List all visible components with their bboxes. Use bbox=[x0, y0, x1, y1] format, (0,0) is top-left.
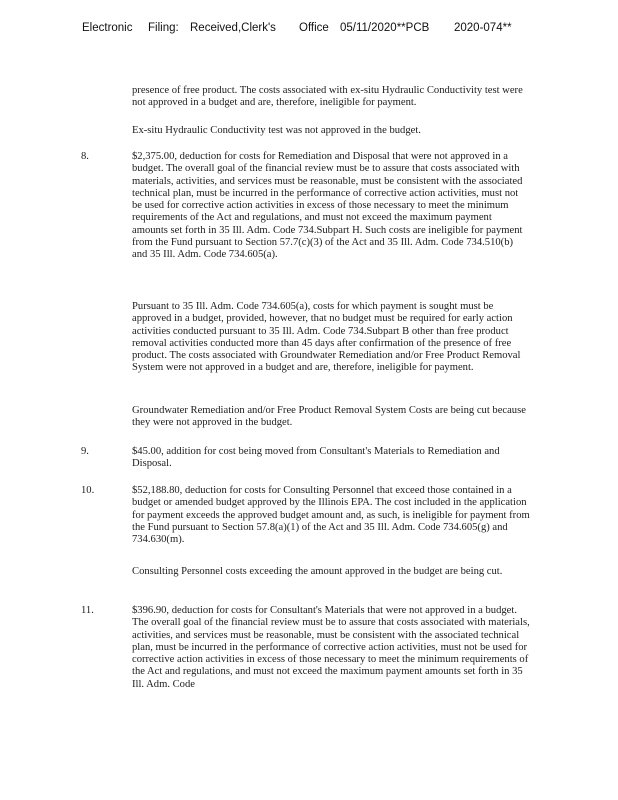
header-electronic: Electronic bbox=[82, 22, 133, 34]
item-10-note: Consulting Personnel costs exceeding the amount approved in the budget are being cut. bbox=[132, 566, 503, 577]
intro-paragraph: presence of free product. The costs associated with ex-situ Hydraulic Conductivity test were not approved in a budget and are, therefore, ineligible for payment. bbox=[132, 85, 523, 109]
item-number: 8. bbox=[81, 151, 89, 162]
item-8-note: Groundwater Remediation and/or Free Product Removal System Costs are being cut because they were not approved in the budget. bbox=[132, 405, 526, 429]
header-received: Received,Clerk's bbox=[190, 22, 276, 34]
item-number: 11. bbox=[81, 605, 94, 616]
intro-note: Ex-situ Hydraulic Conductivity test was not approved in the budget. bbox=[132, 125, 421, 136]
item-8-deduction: $2,375.00, deduction for costs for Remediation and Disposal that were not approved in a budget. The overall goal of the financial review must be to assure that costs associated with materials, activities, and services must be reasonable, must be consistent with the associated technical plan, must be incurred in the performance of corrective action activities, must not be used for corrective action activities in excess of those necessary to meet the minimum requirements of the Act and regulations, and must not exceed the maximum payment amounts set forth in 35 Ill. Adm. Code 734.Subpart H. Such costs are ineligible for payment from the Fund pursuant to Section 57.7(c)(3) of the Act and 35 Ill. Adm. Code 734.510(b) and 35 Ill. Adm. Code 734.605(a). bbox=[132, 151, 523, 261]
item-10-deduction: $52,188.80, deduction for costs for Consulting Personnel that exceed those contained in a budget or amended budget approved by the Illinois EPA. The cost included in the application for payment exceeds the approved budget amount and, as such, is ineligible for payment from the Fund pursuant to Section 57.8(a)(1) of the Act and 35 Ill. Adm. Code 734.605(g) and 734.630(m). bbox=[132, 485, 530, 546]
filing-stamp-header bbox=[0, 22, 618, 38]
header-date: 05/11/2020**PCB bbox=[340, 22, 430, 34]
header-case-number: 2020-074** bbox=[454, 22, 512, 34]
item-number: 9. bbox=[81, 446, 89, 457]
header-filing: Filing: bbox=[148, 22, 179, 34]
item-11-deduction: $396.90, deduction for costs for Consultant's Materials that were not approved in a budget. The overall goal of the financial review must be to assure that costs associated with materials, activities, and services must be reasonable, must be consistent with the associated technical plan, must be incurred in the performance of corrective action activities, must not be used for corrective action activities in excess of those necessary to meet the minimum requirements of the Act and regulations, and must not exceed the maximum payment amounts set forth in 35 Ill. Adm. Code bbox=[132, 605, 530, 690]
item-number: 10. bbox=[81, 485, 95, 496]
item-8-pursuant: Pursuant to 35 Ill. Adm. Code 734.605(a), costs for which payment is sought must be approved in a budget, provided, however, that no budget must be required for early action activities conducted pursuant to 35 Ill. Adm. Code 734.Subpart B other than free product removal activities conducted more than 45 days after confirmation of the presence of free product. The costs associated with Groundwater Remediation and/or Free Product Removal System were not approved in a budget and are, therefore, ineligible for payment. bbox=[132, 301, 521, 374]
header-office: Office bbox=[299, 22, 329, 34]
item-9-addition: $45.00, addition for cost being moved from Consultant's Materials to Remediation and Disposal. bbox=[132, 446, 500, 470]
